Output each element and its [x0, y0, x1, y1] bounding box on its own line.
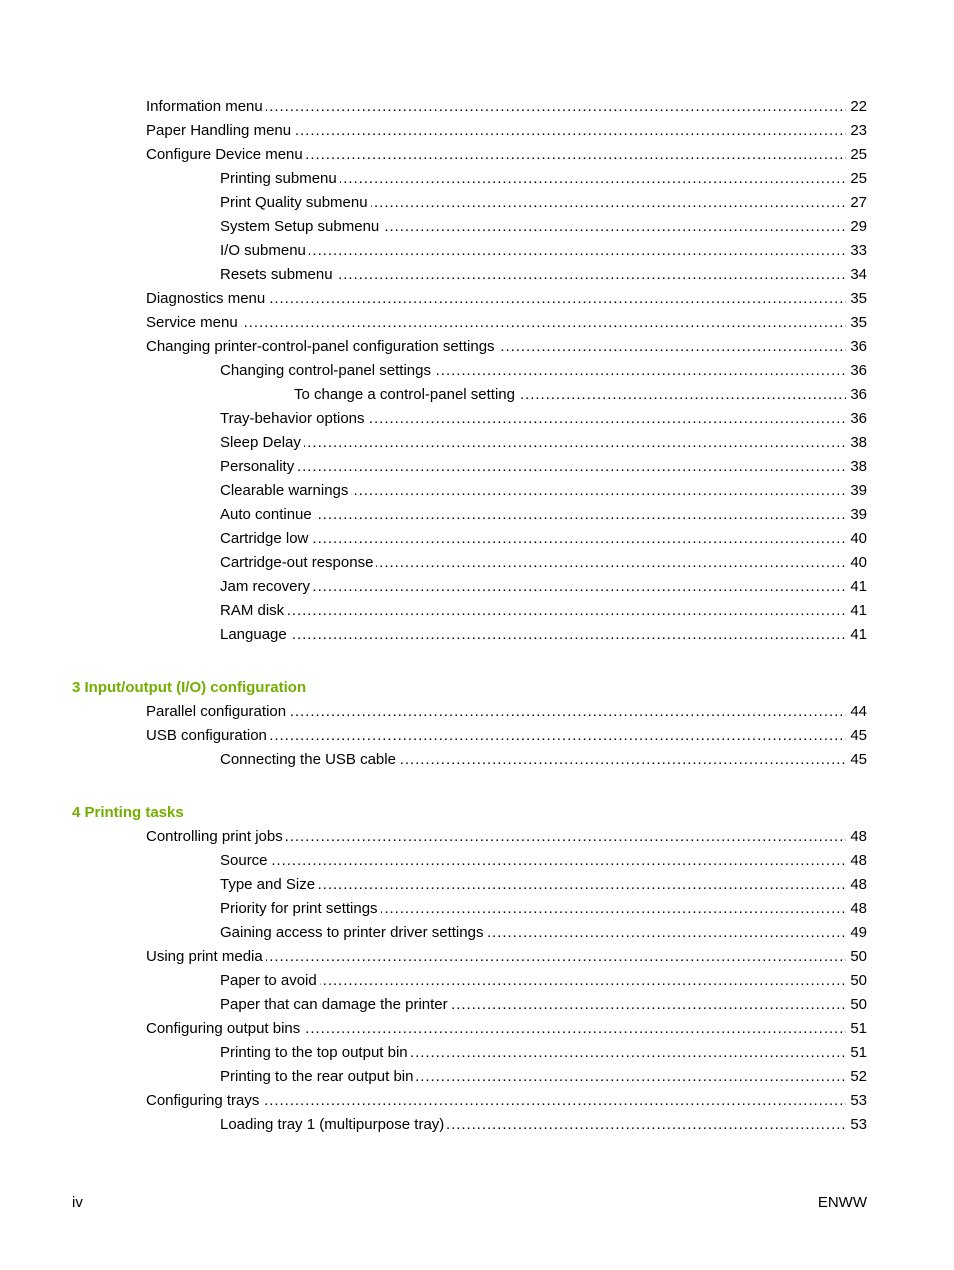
toc-entry-title: Personality	[220, 455, 297, 479]
toc-entry-page: 23	[846, 119, 867, 143]
toc-entry-title: Cartridge low	[220, 527, 311, 551]
toc-entry[interactable]	[0, 119, 954, 143]
toc-entry[interactable]	[0, 335, 954, 359]
toc-entry[interactable]	[0, 95, 954, 119]
toc-group-chapter-2-continued	[0, 95, 954, 647]
toc-entry-title: Paper to avoid	[220, 969, 320, 993]
toc-entry-page: 33	[846, 239, 867, 263]
toc-entry[interactable]	[0, 623, 954, 647]
toc-group-chapter-3	[0, 700, 954, 772]
toc-entry-page: 36	[846, 383, 867, 407]
toc-entry-title: Using print media	[146, 945, 266, 969]
toc-entry-page: 45	[846, 748, 867, 772]
toc-entry[interactable]	[0, 825, 954, 849]
toc-entry[interactable]	[0, 383, 954, 407]
toc-entry-page: 53	[846, 1089, 867, 1113]
toc-entry-title: Changing control-panel settings	[220, 359, 434, 383]
toc-entry-title: Sleep Delay	[220, 431, 304, 455]
toc-entry-page: 49	[846, 921, 867, 945]
toc-entry[interactable]	[0, 1041, 954, 1065]
toc-entry[interactable]	[0, 945, 954, 969]
toc-entry-page: 50	[846, 969, 867, 993]
toc-entry[interactable]	[0, 287, 954, 311]
toc-entry-page: 51	[846, 1041, 867, 1065]
toc-entry-title: Print Quality submenu	[220, 191, 371, 215]
toc-entry-title: Source	[220, 849, 271, 873]
toc-entry[interactable]	[0, 748, 954, 772]
toc-entry[interactable]	[0, 575, 954, 599]
toc-entry-title: Diagnostics menu	[146, 287, 268, 311]
toc-entry-page: 36	[846, 359, 867, 383]
toc-entry-title: Tray-behavior options	[220, 407, 368, 431]
toc-entry[interactable]	[0, 873, 954, 897]
toc-entry[interactable]	[0, 503, 954, 527]
toc-group-chapter-4	[0, 825, 954, 1137]
dot-leader	[220, 431, 867, 455]
toc-entry-page: 41	[846, 575, 867, 599]
toc-entry-title: Connecting the USB cable	[220, 748, 399, 772]
toc-entry-page: 50	[846, 993, 867, 1017]
toc-entry-title: Controlling print jobs	[146, 825, 286, 849]
page-footer	[72, 1191, 867, 1215]
toc-entry[interactable]	[0, 724, 954, 748]
dot-leader	[220, 575, 867, 599]
toc-entry-title: Printing to the rear output bin	[220, 1065, 416, 1089]
toc-entry-title: Printing to the top output bin	[220, 1041, 411, 1065]
toc-entry-page: 25	[846, 143, 867, 167]
toc-entry[interactable]	[0, 479, 954, 503]
toc-entry[interactable]	[0, 897, 954, 921]
toc-entry[interactable]	[0, 969, 954, 993]
dot-leader	[220, 239, 867, 263]
toc-entry-page: 41	[846, 623, 867, 647]
toc-entry-page: 25	[846, 167, 867, 191]
toc-entry-page: 29	[846, 215, 867, 239]
toc-entry-page: 35	[846, 311, 867, 335]
toc-entry-page: 44	[846, 700, 867, 724]
toc-entry-page: 35	[846, 287, 867, 311]
toc-entry-page: 38	[846, 455, 867, 479]
toc-entry-title: Clearable warnings	[220, 479, 351, 503]
toc-entry[interactable]	[0, 527, 954, 551]
dot-leader	[220, 455, 867, 479]
dot-leader	[220, 623, 867, 647]
toc-entry-title: Jam recovery	[220, 575, 313, 599]
toc-entry-page: 48	[846, 897, 867, 921]
toc-entry-title: Loading tray 1 (multipurpose tray)	[220, 1113, 447, 1137]
toc-entry[interactable]	[0, 143, 954, 167]
toc-entry[interactable]	[0, 599, 954, 623]
toc-entry-title: Parallel configuration	[146, 700, 289, 724]
toc-entry-page: 41	[846, 599, 867, 623]
toc-entry[interactable]	[0, 239, 954, 263]
toc-entry-page: 51	[846, 1017, 867, 1041]
toc-entry[interactable]	[0, 1065, 954, 1089]
toc-entry-title: Configuring output bins	[146, 1017, 303, 1041]
toc-entry-page: 34	[846, 263, 867, 287]
toc-entry[interactable]	[0, 215, 954, 239]
dot-leader	[220, 849, 867, 873]
toc-entry-title: Printing submenu	[220, 167, 340, 191]
toc-entry[interactable]	[0, 359, 954, 383]
toc-entry[interactable]	[0, 993, 954, 1017]
toc-entry-title: Priority for print settings	[220, 897, 381, 921]
toc-entry-page: 50	[846, 945, 867, 969]
chapter-heading-3[interactable]: 3 Input/output (I/O) configuration	[72, 679, 307, 696]
toc-entry[interactable]	[0, 407, 954, 431]
toc-entry[interactable]	[0, 1089, 954, 1113]
toc-entry-title: USB configuration	[146, 724, 270, 748]
toc-entry-title: RAM disk	[220, 599, 287, 623]
toc-entry-title: To change a control-panel setting	[294, 383, 518, 407]
toc-entry-page: 36	[846, 407, 867, 431]
toc-entry-title: Information menu	[146, 95, 266, 119]
toc-entry-title: Paper that can damage the printer	[220, 993, 451, 1017]
toc-entry-page: 40	[846, 527, 867, 551]
toc-entry-page: 40	[846, 551, 867, 575]
toc-entry-title: Type and Size	[220, 873, 318, 897]
toc-entry-title: Configure Device menu	[146, 143, 306, 167]
toc-entry[interactable]	[0, 263, 954, 287]
toc-entry[interactable]	[0, 311, 954, 335]
toc-entry-title: Paper Handling menu	[146, 119, 294, 143]
dot-leader	[220, 503, 867, 527]
toc-entry[interactable]	[0, 191, 954, 215]
dot-leader	[146, 311, 867, 335]
toc-entry-title: Cartridge-out response	[220, 551, 376, 575]
toc-entry-page: 39	[846, 503, 867, 527]
toc-entry-title: Auto continue	[220, 503, 315, 527]
toc-entry-title: Resets submenu	[220, 263, 336, 287]
toc-entry[interactable]	[0, 1113, 954, 1137]
toc-entry-page: 53	[846, 1113, 867, 1137]
toc-entry-page: 48	[846, 849, 867, 873]
toc-entry-page: 52	[846, 1065, 867, 1089]
toc-entry[interactable]	[0, 1017, 954, 1041]
toc-entry[interactable]	[0, 167, 954, 191]
toc-entry-title: Changing printer-control-panel configuration settings	[146, 335, 498, 359]
toc-entry-page: 27	[846, 191, 867, 215]
toc-entry-page: 38	[846, 431, 867, 455]
toc-entry[interactable]	[0, 455, 954, 479]
table-of-contents	[0, 95, 954, 1137]
toc-entry-page: 45	[846, 724, 867, 748]
footer-page-number: iv	[72, 1194, 83, 1211]
chapter-heading-4[interactable]: 4 Printing tasks	[72, 804, 184, 821]
toc-entry[interactable]	[0, 921, 954, 945]
toc-entry[interactable]	[0, 700, 954, 724]
toc-entry[interactable]	[0, 849, 954, 873]
toc-entry-title: Configuring trays	[146, 1089, 262, 1113]
toc-entry-title: Service menu	[146, 311, 241, 335]
toc-entry-page: 22	[846, 95, 867, 119]
footer-label: ENWW	[817, 1194, 867, 1211]
dot-leader	[220, 527, 867, 551]
toc-entry-page: 39	[846, 479, 867, 503]
toc-entry-title: Language	[220, 623, 290, 647]
toc-entry-page: 48	[846, 873, 867, 897]
toc-entry[interactable]	[0, 431, 954, 455]
toc-entry-page: 48	[846, 825, 867, 849]
toc-entry-title: System Setup submenu	[220, 215, 382, 239]
toc-entry-title: I/O submenu	[220, 239, 309, 263]
dot-leader	[220, 599, 867, 623]
toc-entry[interactable]	[0, 551, 954, 575]
toc-entry-page: 36	[846, 335, 867, 359]
toc-entry-title: Gaining access to printer driver settings	[220, 921, 486, 945]
